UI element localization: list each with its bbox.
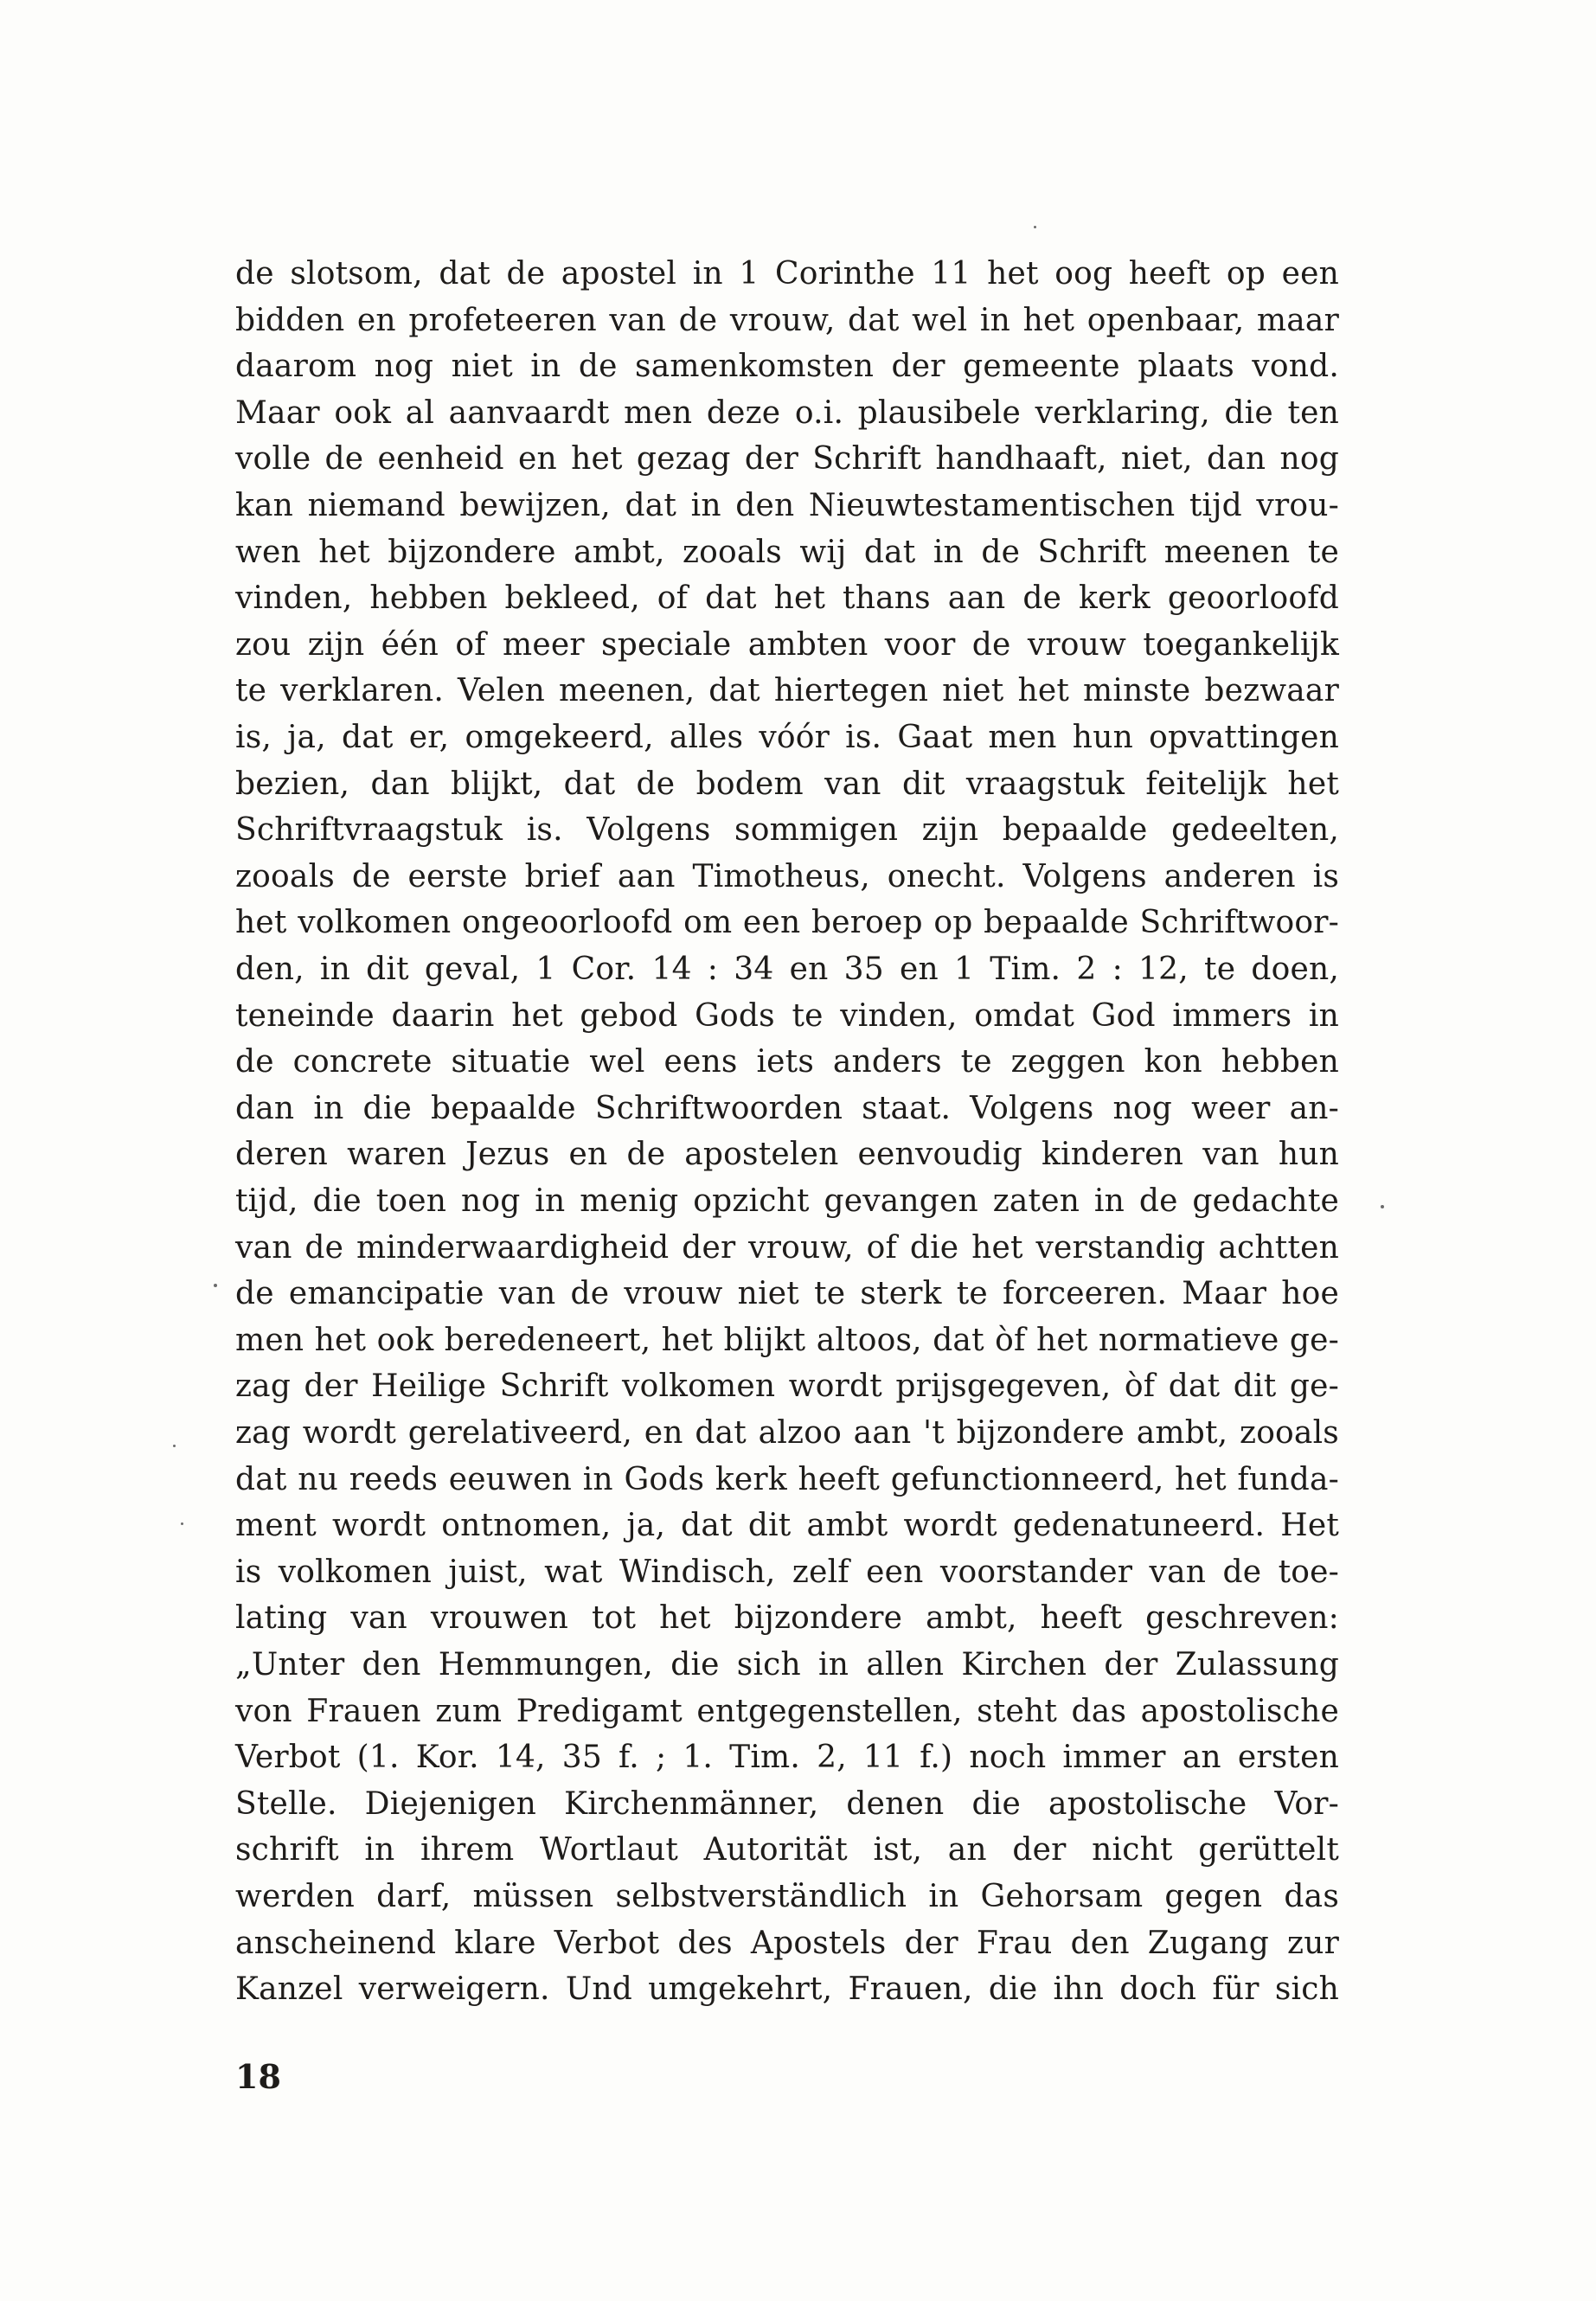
text-line: kan niemand bewijzen, dat in den Nieuwtestamentischen tijd vrou-: [235, 488, 1339, 523]
text-line: werden darf, müssen selbstverständlich in Gehorsam gegen das: [235, 1879, 1339, 1914]
text-line: ment wordt ontnomen, ja, dat dit ambt wordt gedenatuneerd. Het: [235, 1508, 1339, 1544]
text-line: zag der Heilige Schrift volkomen wordt prijsgegeven, òf dat dit ge-: [235, 1368, 1339, 1405]
text-line: von Frauen zum Predigamt entgegenstellen, steht das apostolische: [235, 1693, 1339, 1729]
text-line: Stelle. Diejenigen Kirchenmänner, denen die apostolische Vor-: [235, 1785, 1339, 1822]
text-line: Kanzel verweigern. Und umgekehrt, Frauen, die ihn doch für sich: [235, 1971, 1339, 2008]
scan-speck: [1381, 1205, 1384, 1208]
text-line: het volkomen ongeoorloofd om een beroep op bepaalde Schriftwoor-: [235, 905, 1339, 941]
text-line: tijd, die toen nog in menig opzicht gevangen zaten in de gedachte: [235, 1183, 1339, 1219]
text-line: te verklaren. Velen meenen, dat hiertegen niet het minste bezwaar: [235, 673, 1339, 709]
text-line: bezien, dan blijkt, dat de bodem van dit vraagstuk feitelijk het: [235, 766, 1339, 802]
text-line: den, in dit geval, 1 Cor. 14 : 34 en 35 en 1 Tim. 2 : 12, te doen,: [235, 952, 1339, 987]
text-line: zag wordt gerelativeerd, en dat alzoo aan 't bijzondere ambt, zooals: [235, 1415, 1339, 1451]
text-line: volle de eenheid en het gezag der Schrift handhaaft, niet, dan nog: [235, 441, 1339, 478]
text-line: schrift in ihrem Wortlaut Autorität ist, an der nicht gerüttelt: [235, 1832, 1339, 1868]
text-line: Verbot (1. Kor. 14, 35 f. ; 1. Tim. 2, 11 f.) noch immer an ersten: [235, 1740, 1339, 1776]
scan-speck: [1034, 226, 1036, 228]
scan-speck: [173, 1445, 176, 1447]
text-line: teneinde daarin het gebod Gods te vinden, omdat God immers in: [235, 997, 1339, 1034]
text-line: vinden, hebben bekleed, of dat het thans aan de kerk geoorloofd: [235, 580, 1339, 617]
text-line: anscheinend klare Verbot des Apostels der Frau den Zugang zur: [235, 1925, 1339, 1961]
text-line: „Unter den Hemmungen, die sich in allen Kirchen der Zulassung: [235, 1647, 1339, 1682]
text-line: Maar ook al aanvaardt men deze o.i. plausibele verklaring, die ten: [235, 394, 1339, 431]
text-line: de concrete situatie wel eens iets anders te zeggen kon hebben: [235, 1044, 1339, 1080]
text-line: van de minderwaardigheid der vrouw, of die het verstandig achtten: [235, 1229, 1339, 1266]
page-number: 18: [235, 2057, 281, 2096]
text-line: deren waren Jezus en de apostelen eenvoudig kinderen van hun: [235, 1137, 1339, 1173]
text-line: dan in die bepaalde Schriftwoorden staat. Volgens nog weer an-: [235, 1090, 1339, 1126]
text-line: zooals de eerste brief aan Timotheus, onecht. Volgens anderen is: [235, 858, 1339, 894]
text-line: de slotsom, dat de apostel in 1 Corinthe 11 het oog heeft op een: [235, 256, 1339, 292]
text-line: wen het bijzondere ambt, zooals wij dat in de Schrift meenen te: [235, 534, 1339, 570]
scan-speck: [181, 1522, 183, 1525]
text-line: Schriftvraagstuk is. Volgens sommigen zijn bepaalde gedeelten,: [235, 812, 1339, 849]
text-line: is, ja, dat er, omgekeerd, alles vóór is. Gaat men hun opvattingen: [235, 720, 1339, 755]
text-line: is volkomen juist, wat Windisch, zelf een voorstander van de toe-: [235, 1554, 1339, 1590]
text-line: daarom nog niet in de samenkomsten der gemeente plaats vond.: [235, 349, 1339, 385]
text-line: bidden en profeteeren van de vrouw, dat wel in het openbaar, maar: [235, 302, 1339, 338]
text-line: zou zijn één of meer speciale ambten voor de vrouw toegankelijk: [235, 626, 1339, 663]
text-line: men het ook beredeneert, het blijkt altoos, dat òf het normatieve ge-: [235, 1322, 1339, 1358]
text-line: dat nu reeds eeuwen in Gods kerk heeft gefunctionneerd, het funda-: [235, 1461, 1339, 1497]
scan-speck: [214, 1284, 217, 1287]
text-line: de emancipatie van de vrouw niet te sterk te forceeren. Maar hoe: [235, 1276, 1339, 1312]
text-line: lating van vrouwen tot het bijzondere ambt, heeft geschreven:: [235, 1600, 1339, 1637]
